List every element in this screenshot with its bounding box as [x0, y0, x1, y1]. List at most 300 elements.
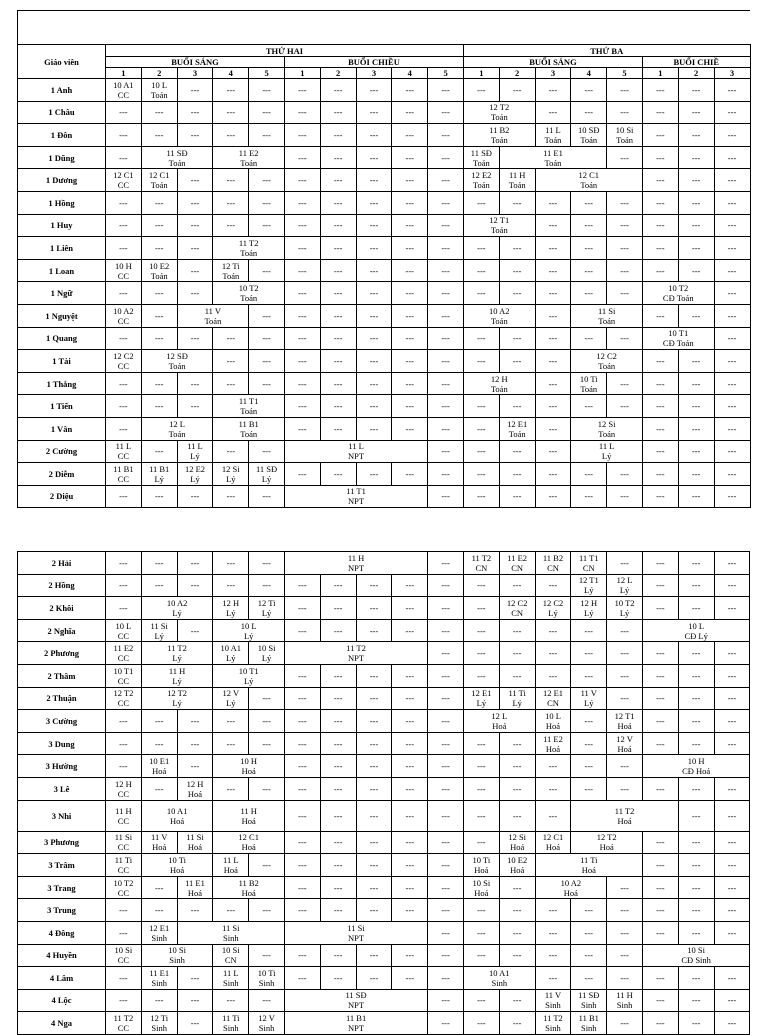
empty-slot: ---	[320, 687, 356, 710]
cell-class: 10 H	[687, 756, 705, 767]
empty-slot: ---	[607, 777, 643, 800]
empty-slot: ---	[607, 259, 643, 282]
cell-class: 11 Si	[186, 832, 204, 843]
teacher-name: 1 Vân	[18, 417, 106, 440]
empty-slot: ---	[642, 899, 678, 922]
empty-slot: ---	[428, 552, 464, 575]
empty-slot: ---	[392, 79, 428, 102]
empty-slot: ---	[428, 619, 464, 642]
empty-slot: ---	[678, 372, 714, 395]
day-header: THỨ HAI	[106, 45, 464, 57]
empty-slot: ---	[213, 169, 249, 192]
empty-slot: ---	[714, 967, 750, 990]
empty-slot: ---	[284, 146, 320, 169]
cell-subject: Toán	[240, 247, 258, 258]
empty-slot: ---	[714, 831, 750, 854]
cell-class: 11 Si	[150, 620, 168, 631]
empty-slot: ---	[106, 282, 142, 305]
teacher-name: 3 Phương	[18, 831, 106, 854]
lesson-slot	[141, 800, 213, 831]
cell-subject: Sinh	[580, 1000, 597, 1011]
empty-slot: ---	[177, 552, 213, 575]
empty-slot: ---	[320, 463, 356, 486]
empty-slot: ---	[177, 755, 213, 778]
empty-slot: ---	[141, 191, 177, 214]
cell-class: 12 L	[169, 418, 185, 429]
teacher-name: 2 Thuận	[18, 687, 106, 710]
cell-subject: Hoá	[241, 815, 256, 826]
cell-subject: Sinh	[545, 1000, 561, 1011]
cell-subject: Lý	[261, 653, 272, 664]
cell-subject: Lý	[243, 675, 254, 686]
empty-slot: ---	[499, 485, 535, 508]
lesson-slot	[141, 664, 213, 687]
empty-slot: ---	[356, 350, 392, 373]
empty-slot: ---	[141, 876, 177, 899]
lesson-slot	[499, 687, 535, 710]
cell-subject: Lý	[584, 698, 594, 709]
teacher-name: 2 Diễm	[18, 463, 106, 486]
cell-subject: Toán	[240, 293, 258, 304]
cell-class: 11 B1	[238, 418, 259, 429]
teacher-name: 1 Ngữ	[18, 282, 106, 305]
empty-slot: ---	[177, 237, 213, 260]
teacher-name: 1 Hồng	[18, 191, 106, 214]
lesson-slot	[106, 619, 142, 642]
empty-slot: ---	[356, 574, 392, 597]
cell-subject: Hoá	[223, 864, 238, 875]
empty-slot: ---	[284, 876, 320, 899]
empty-slot: ---	[714, 237, 750, 260]
empty-slot: ---	[428, 169, 464, 192]
cell-class: 11 E2	[113, 643, 134, 654]
teacher-name: 2 Hồng	[18, 574, 106, 597]
period-header: 1	[642, 68, 678, 79]
cell-subject: Lý	[172, 607, 182, 618]
cell-class: 10 A1	[113, 79, 134, 90]
empty-slot: ---	[177, 214, 213, 237]
empty-slot: ---	[463, 1012, 499, 1035]
cell-subject: Hoá	[617, 815, 632, 826]
empty-slot: ---	[642, 1012, 678, 1035]
period-header: 3	[177, 68, 213, 79]
empty-slot: ---	[392, 777, 428, 800]
empty-slot: ---	[499, 440, 535, 463]
teacher-row	[18, 619, 750, 642]
lesson-slot	[213, 282, 285, 305]
empty-slot: ---	[428, 350, 464, 373]
empty-slot: ---	[106, 417, 142, 440]
cell-subject: CN	[582, 562, 595, 573]
teacher-row	[18, 777, 750, 800]
empty-slot: ---	[642, 79, 678, 102]
lesson-slot	[141, 259, 177, 282]
teacher-row	[18, 876, 750, 899]
teacher-row	[18, 944, 750, 967]
empty-slot: ---	[141, 327, 177, 350]
empty-slot: ---	[571, 710, 607, 733]
cell-class: 10 T1	[238, 665, 259, 676]
empty-slot: ---	[535, 395, 571, 418]
empty-slot: ---	[499, 876, 535, 899]
empty-slot: ---	[535, 642, 571, 665]
empty-slot: ---	[356, 417, 392, 440]
empty-slot: ---	[714, 710, 750, 733]
cell-subject: Lý	[261, 473, 272, 484]
empty-slot: ---	[320, 800, 356, 831]
cell-class: 11 E1	[185, 877, 205, 888]
empty-slot: ---	[678, 574, 714, 597]
empty-slot: ---	[141, 372, 177, 395]
cell-subject: CC	[117, 1023, 130, 1034]
empty-slot: ---	[356, 191, 392, 214]
cell-subject: Lý	[476, 698, 487, 709]
lesson-slot	[284, 440, 427, 463]
cell-class: 11 L	[115, 441, 132, 452]
cell-class: 12 T1	[614, 710, 635, 721]
cell-class: 10 L	[688, 620, 705, 631]
empty-slot: ---	[642, 191, 678, 214]
empty-slot: ---	[535, 899, 571, 922]
empty-slot: ---	[571, 463, 607, 486]
empty-slot: ---	[392, 755, 428, 778]
empty-slot: ---	[642, 304, 678, 327]
empty-slot: ---	[678, 899, 714, 922]
empty-slot: ---	[714, 372, 750, 395]
lesson-slot	[535, 169, 642, 192]
cell-class: 11 B1	[345, 1013, 367, 1024]
lesson-slot	[571, 574, 607, 597]
lesson-slot	[535, 854, 642, 877]
cell-class: 12 E1	[149, 922, 170, 933]
teacher-name: 1 Thắng	[18, 372, 106, 395]
empty-slot: ---	[571, 79, 607, 102]
empty-slot: ---	[356, 944, 392, 967]
teacher-row	[18, 921, 750, 944]
cell-class: 12 T2	[113, 688, 134, 699]
empty-slot: ---	[571, 777, 607, 800]
cell-class: 10 A2	[166, 597, 188, 608]
empty-slot: ---	[213, 552, 249, 575]
cell-subject: Toán	[240, 406, 258, 417]
empty-slot: ---	[177, 967, 213, 990]
empty-slot: ---	[284, 124, 320, 147]
cell-subject: Toán	[490, 315, 508, 326]
empty-slot: ---	[428, 989, 464, 1012]
cell-subject: NPT	[348, 653, 365, 664]
cell-subject: NPT	[348, 1023, 365, 1034]
empty-slot: ---	[678, 79, 714, 102]
cell-class: 11 H	[115, 805, 132, 816]
empty-slot: ---	[356, 304, 392, 327]
empty-slot: ---	[535, 259, 571, 282]
teacher-row	[18, 169, 751, 192]
lesson-slot	[213, 800, 285, 831]
empty-slot: ---	[642, 259, 678, 282]
empty-slot: ---	[714, 101, 750, 124]
empty-slot: ---	[284, 169, 320, 192]
empty-slot: ---	[392, 169, 428, 192]
empty-slot: ---	[392, 574, 428, 597]
lesson-slot	[463, 101, 535, 124]
cell-subject: Lý	[243, 630, 254, 641]
cell-subject: Toán	[150, 89, 168, 100]
empty-slot: ---	[392, 800, 428, 831]
teacher-name: 1 Dũng	[18, 146, 106, 169]
empty-slot: ---	[249, 350, 285, 373]
lesson-slot	[535, 831, 571, 854]
cell-subject: Toán	[222, 270, 240, 281]
empty-slot: ---	[714, 732, 750, 755]
cell-class: 11 T2	[614, 805, 635, 816]
lesson-slot	[141, 921, 177, 944]
empty-slot: ---	[499, 899, 535, 922]
empty-slot: ---	[678, 597, 714, 620]
empty-slot: ---	[571, 282, 607, 305]
empty-slot: ---	[177, 124, 213, 147]
empty-slot: ---	[392, 350, 428, 373]
lesson-slot	[499, 417, 535, 440]
empty-slot: ---	[249, 777, 285, 800]
lesson-slot	[106, 169, 142, 192]
empty-slot: ---	[642, 876, 678, 899]
teacher-row	[18, 191, 751, 214]
lesson-slot	[106, 1012, 142, 1035]
empty-slot: ---	[642, 440, 678, 463]
lesson-slot	[535, 597, 571, 620]
empty-slot: ---	[356, 597, 392, 620]
cell-subject: CC	[117, 864, 130, 875]
cell-subject: Toán	[168, 360, 186, 371]
cell-subject: Toán	[168, 428, 186, 439]
empty-slot: ---	[428, 440, 464, 463]
empty-slot: ---	[213, 350, 249, 373]
empty-slot: ---	[177, 989, 213, 1012]
empty-slot: ---	[428, 237, 464, 260]
empty-slot: ---	[320, 304, 356, 327]
cell-class: 10 Si	[168, 945, 186, 956]
cell-class: 11 B2	[489, 124, 510, 135]
title-row	[18, 11, 751, 45]
empty-slot: ---	[607, 282, 643, 305]
cell-subject: CN	[224, 955, 237, 966]
empty-slot: ---	[571, 967, 607, 990]
empty-slot: ---	[607, 664, 643, 687]
empty-slot: ---	[678, 214, 714, 237]
empty-slot: ---	[249, 732, 285, 755]
cell-class: 12 C2	[113, 350, 134, 361]
empty-slot: ---	[463, 259, 499, 282]
empty-slot: ---	[213, 732, 249, 755]
schedule-table	[17, 551, 750, 1035]
cell-class: 10 H	[240, 756, 258, 767]
empty-slot: ---	[678, 921, 714, 944]
cell-subject: Sinh	[222, 977, 239, 988]
cell-class: 10 Si	[221, 945, 240, 956]
lesson-slot	[535, 687, 571, 710]
teacher-name: 3 Trang	[18, 876, 106, 899]
empty-slot: ---	[571, 485, 607, 508]
lesson-slot	[284, 485, 427, 508]
cell-subject: Toán	[490, 112, 508, 123]
cell-class: 11 T2	[238, 237, 259, 248]
lesson-slot	[571, 372, 607, 395]
empty-slot: ---	[320, 854, 356, 877]
empty-slot: ---	[428, 417, 464, 440]
cell-class: 10 Ti	[472, 854, 491, 865]
cell-class: 11 V	[580, 688, 597, 699]
cell-class: 11 E2	[543, 733, 563, 744]
teacher-row	[18, 967, 750, 990]
teacher-row	[18, 732, 750, 755]
cell-subject: Toán	[472, 157, 490, 168]
empty-slot: ---	[499, 642, 535, 665]
lesson-slot	[177, 921, 284, 944]
empty-slot: ---	[714, 79, 750, 102]
cell-subject: Hoá	[241, 766, 256, 777]
empty-slot: ---	[642, 687, 678, 710]
empty-slot: ---	[607, 395, 643, 418]
empty-slot: ---	[463, 574, 499, 597]
empty-slot: ---	[356, 282, 392, 305]
cell-class: 12 Si	[221, 463, 240, 474]
empty-slot: ---	[320, 944, 356, 967]
session-header: BUỔI SÁNG	[463, 57, 642, 68]
empty-slot: ---	[428, 282, 464, 305]
lesson-slot	[106, 800, 142, 831]
cell-subject: CC	[117, 270, 130, 281]
empty-slot: ---	[428, 777, 464, 800]
empty-slot: ---	[320, 282, 356, 305]
cell-class: 11 B1	[149, 463, 170, 474]
empty-slot: ---	[463, 282, 499, 305]
cell-class: 11 Si	[597, 305, 616, 316]
teacher-header: Giáo viên	[18, 45, 106, 79]
lesson-slot	[106, 79, 142, 102]
empty-slot: ---	[535, 101, 571, 124]
cell-class: 11 Si	[114, 832, 133, 843]
cell-class: 12 H	[186, 778, 204, 789]
empty-slot: ---	[535, 372, 571, 395]
empty-slot: ---	[428, 710, 464, 733]
cell-subject: Lý	[226, 473, 236, 484]
lesson-slot	[141, 79, 177, 102]
empty-slot: ---	[678, 146, 714, 169]
cell-class: 11 T1	[238, 396, 259, 407]
teacher-row	[18, 214, 751, 237]
cell-class: 10 SĐ	[578, 124, 600, 135]
empty-slot: ---	[428, 755, 464, 778]
empty-slot: ---	[499, 395, 535, 418]
lesson-slot	[141, 619, 177, 642]
empty-slot: ---	[141, 214, 177, 237]
empty-slot: ---	[249, 259, 285, 282]
empty-slot: ---	[642, 169, 678, 192]
lesson-slot	[106, 944, 142, 967]
lesson-slot	[463, 214, 535, 237]
teacher-row	[18, 854, 750, 877]
period-header: 2	[499, 68, 535, 79]
empty-slot: ---	[141, 282, 177, 305]
period-header: 1	[106, 68, 142, 79]
empty-slot: ---	[463, 597, 499, 620]
empty-slot: ---	[356, 619, 392, 642]
period-header: 1	[463, 68, 499, 79]
cell-subject: Toán	[544, 157, 562, 168]
lesson-slot	[213, 755, 285, 778]
empty-slot: ---	[284, 831, 320, 854]
cell-subject: Lý	[226, 653, 236, 664]
teacher-name: 1 Đôn	[18, 124, 106, 147]
period-header: 4	[213, 68, 249, 79]
empty-slot: ---	[714, 327, 750, 350]
empty-slot: ---	[428, 831, 464, 854]
cell-subject: Toán	[544, 134, 562, 145]
empty-slot: ---	[213, 574, 249, 597]
empty-slot: ---	[428, 214, 464, 237]
cell-subject: Toán	[168, 157, 186, 168]
cell-subject: Sinh	[151, 977, 167, 988]
cell-class: 11 Ti	[508, 688, 526, 699]
empty-slot: ---	[535, 485, 571, 508]
empty-slot: ---	[463, 800, 499, 831]
cell-class: 11 T2	[543, 1013, 563, 1024]
cell-class: 12 C1	[238, 832, 259, 843]
teacher-name: 2 Thâm	[18, 664, 106, 687]
empty-slot: ---	[284, 463, 320, 486]
empty-slot: ---	[356, 124, 392, 147]
empty-slot: ---	[463, 440, 499, 463]
cell-class: 11 H	[508, 170, 526, 181]
empty-slot: ---	[499, 1012, 535, 1035]
empty-slot: ---	[571, 214, 607, 237]
empty-slot: ---	[607, 463, 643, 486]
empty-slot: ---	[678, 350, 714, 373]
empty-slot: ---	[463, 921, 499, 944]
empty-slot: ---	[428, 574, 464, 597]
empty-slot: ---	[177, 191, 213, 214]
period-header: 5	[607, 68, 643, 79]
lesson-slot	[463, 124, 535, 147]
empty-slot: ---	[141, 899, 177, 922]
cell-class: 12 E1	[542, 688, 564, 699]
empty-slot: ---	[320, 597, 356, 620]
empty-slot: ---	[571, 944, 607, 967]
empty-slot: ---	[249, 989, 285, 1012]
cell-class: 12 SĐ	[166, 350, 188, 361]
empty-slot: ---	[392, 664, 428, 687]
cell-subject: CC	[117, 180, 130, 191]
empty-slot: ---	[356, 395, 392, 418]
cell-subject: CC	[117, 653, 130, 664]
empty-slot: ---	[106, 899, 142, 922]
empty-slot: ---	[642, 710, 678, 733]
empty-slot: ---	[714, 800, 750, 831]
lesson-slot	[463, 146, 499, 169]
cell-subject: CC	[117, 788, 130, 799]
empty-slot: ---	[284, 191, 320, 214]
cell-subject: Lý	[190, 473, 200, 484]
empty-slot: ---	[571, 101, 607, 124]
empty-slot: ---	[714, 574, 750, 597]
empty-slot: ---	[320, 417, 356, 440]
empty-slot: ---	[249, 552, 285, 575]
empty-slot: ---	[213, 372, 249, 395]
teacher-name: 1 Anh	[18, 79, 106, 102]
empty-slot: ---	[106, 395, 142, 418]
cell-class: 10 Ti	[579, 373, 598, 384]
empty-slot: ---	[320, 664, 356, 687]
